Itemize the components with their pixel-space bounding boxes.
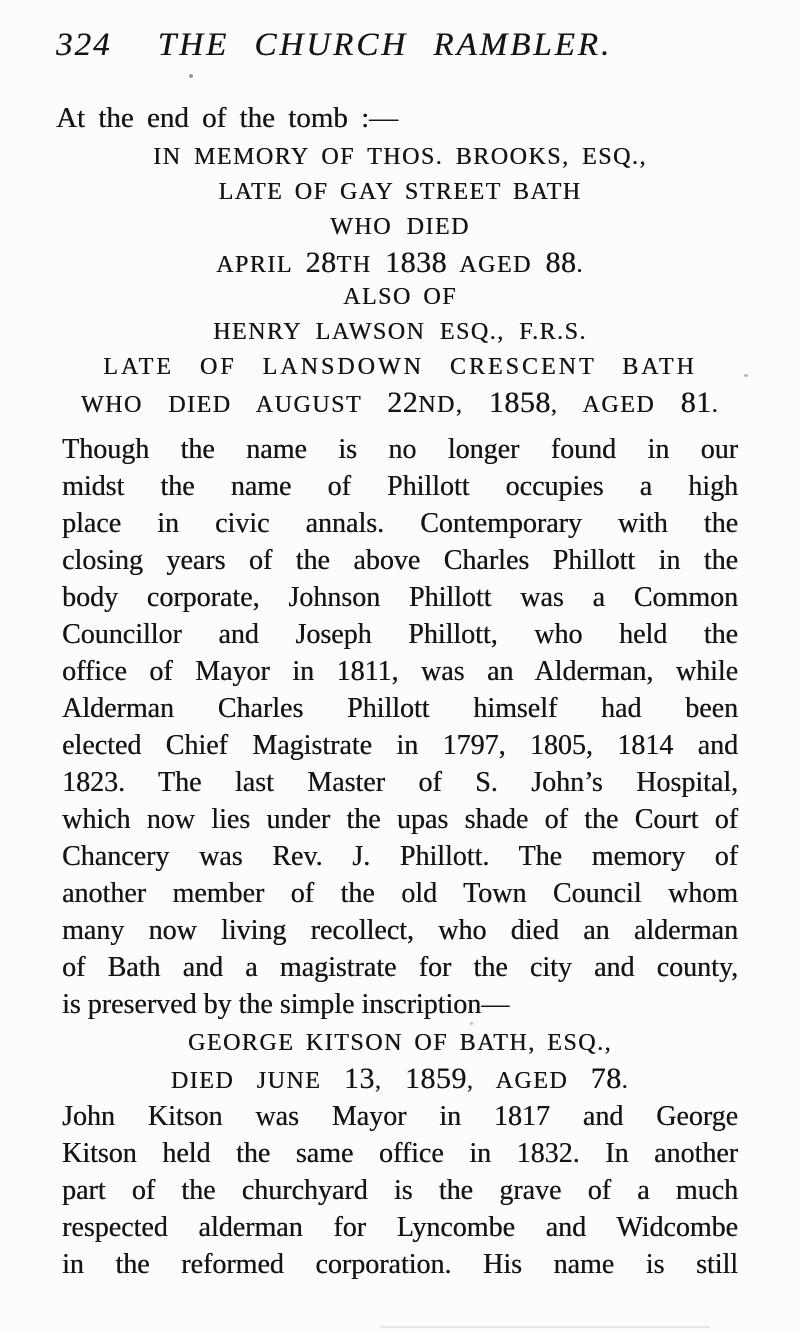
- body-text-line: of Bath and a magistrate for the city and county,: [62, 952, 738, 983]
- scan-speck: [470, 1022, 473, 1025]
- page-header: [0, 25, 800, 67]
- inscription-line: LATE OF GAY STREET BATH: [218, 179, 582, 205]
- inscription-line: GEORGE KITSON OF BATH, ESQ.,: [187, 1030, 612, 1056]
- inscription-line: WHO DIED: [330, 214, 470, 240]
- body-text-line: Chancery was Rev. J. Phillott. The memory of: [62, 841, 738, 872]
- body-text-line: which now lies under the upas shade of the Court of: [62, 804, 738, 835]
- paragraph-phillott: [62, 431, 738, 1023]
- inscription-line: HENRY LAWSON ESQ., F.R.S.: [213, 319, 587, 345]
- body-text-line: is preserved by the simple inscription—: [62, 989, 510, 1020]
- inscription-line: WHO DIED AUGUST 22ND, 1858, AGED 81.: [80, 386, 720, 419]
- inscription-line: APRIL 28TH 1838 AGED 88.: [216, 246, 584, 279]
- body-text-line: closing years of the above Charles Phillott in the: [62, 545, 738, 576]
- body-text-line: Councillor and Joseph Phillott, who held the: [62, 619, 738, 650]
- body-text-line: body corporate, Johnson Phillott was a Common: [62, 582, 738, 613]
- page-number: 324: [56, 27, 112, 63]
- inscription-line: LATE OF LANSDOWN CRESCENT BATH: [103, 354, 697, 380]
- body-text-line: Though the name is no longer found in our: [62, 434, 738, 465]
- body-text-line: Kitson held the same office in 1832. In another: [62, 1138, 738, 1169]
- body-text-line: 1823. The last Master of S. John’s Hospital,: [62, 767, 738, 798]
- body-text-line: part of the churchyard is the grave of a much: [62, 1175, 738, 1206]
- body-text-line: many now living recollect, who died an alderman: [62, 915, 738, 946]
- body-text-line: place in civic annals. Contemporary with the: [62, 508, 738, 539]
- body-text-line: Alderman Charles Phillott himself had been: [62, 693, 738, 724]
- body-text-line: another member of the old Town Council whom: [62, 878, 738, 909]
- scan-speck: [189, 74, 193, 78]
- body-text-line: respected alderman for Lyncombe and Widcombe: [62, 1212, 738, 1243]
- inscription-line: IN MEMORY OF THOS. BROOKS, ESQ.,: [153, 144, 647, 170]
- body-text-line: elected Chief Magistrate in 1797, 1805, 1814 and: [62, 730, 738, 761]
- scan-speck: [744, 374, 748, 377]
- inscription-brooks: [40, 140, 760, 420]
- intro-line: At the end of the tomb :—: [56, 102, 399, 134]
- inscription-line: ALSO OF: [343, 284, 457, 310]
- body-text-line: John Kitson was Mayor in 1817 and George: [62, 1101, 738, 1132]
- inscription-kitson: [40, 1026, 760, 1096]
- body-text-line: midst the name of Phillott occupies a high: [62, 471, 738, 502]
- running-title: THE CHURCH RAMBLER.: [157, 27, 613, 63]
- body-text-line: in the reformed corporation. His name is still: [62, 1249, 738, 1280]
- inscription-line: DIED JUNE 13, 1859, AGED 78.: [170, 1062, 630, 1095]
- body-text-line: office of Mayor in 1811, was an Alderman, while: [62, 656, 738, 687]
- paragraph-kitson: [62, 1098, 738, 1283]
- scan-speck: [380, 1326, 710, 1328]
